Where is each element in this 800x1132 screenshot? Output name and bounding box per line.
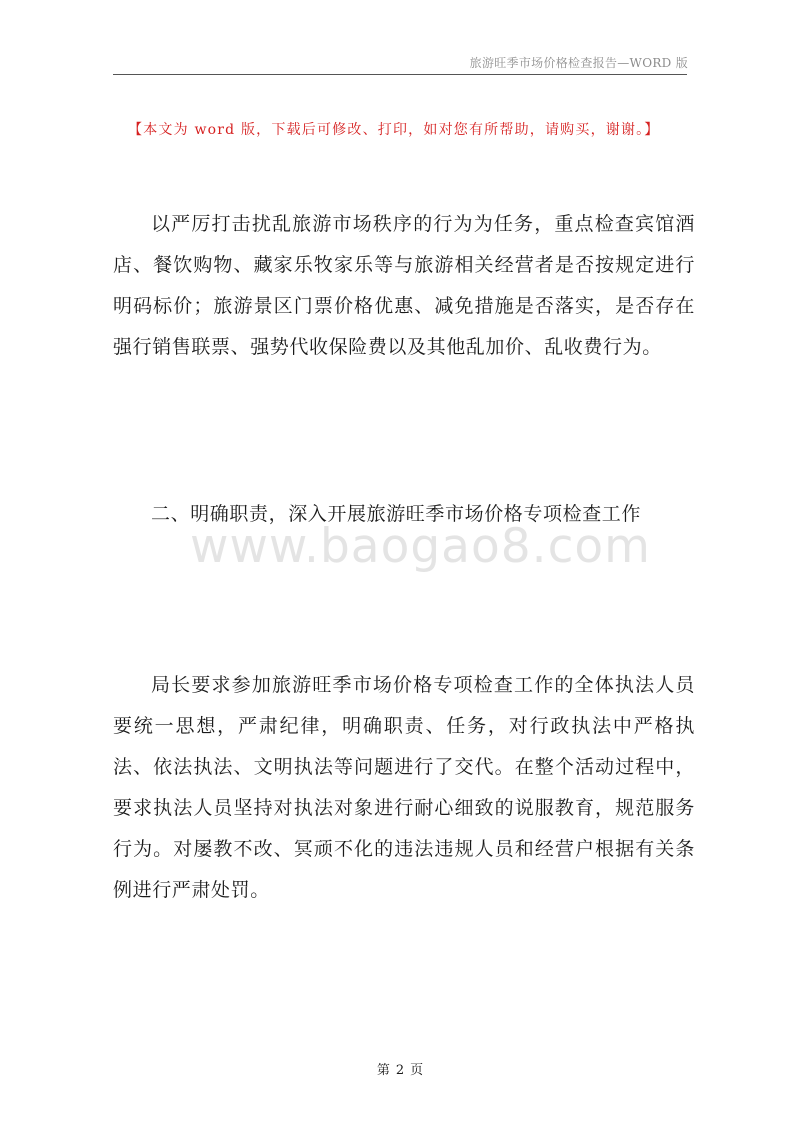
body-paragraph-1: 以严厉打击扰乱旅游市场秩序的行为为任务，重点检查宾馆酒店、餐饮购物、藏家乐牧家乐等与旅游相关经营者是否按规定进行明码标价；旅游景区门票价格优惠、减免措施是否落实，是否存在强行销售联票、强势代收保险费以及其他乱加价、乱收费行为。 [113, 213, 695, 358]
page-number: 2 [395, 1063, 405, 1078]
section-heading: 二、明确职责，深入开展旅游旺季市场价格专项检查工作 [151, 503, 642, 525]
purchase-notice: 【本文为 word 版，下载后可修改、打印，如对您有所帮助，请购买，谢谢。】 [128, 122, 660, 138]
page-footer [0, 1059, 800, 1078]
footer-suffix: 页 [410, 1063, 424, 1078]
footer-prefix: 第 [376, 1063, 390, 1078]
header-title: 旅游旺季市场价格检查报告—WORD 版 [469, 56, 688, 70]
watermark: www.baogao8.com [190, 519, 651, 574]
body-paragraph-2: 局长要求参加旅游旺季市场价格专项检查工作的全体执法人员要统一思想，严肃纪律，明确职责、任务，对行政执法中严格执法、依法执法、文明执法等问题进行了交代。在整个活动过程中，要求执法人员坚持对执法对象进行耐心细致的说服教育，规范服务行为。对屡教不改、冥顽不化的违法违规人员和经营户根据有关条例进行严肃处罚。 [113, 674, 695, 901]
header-divider [113, 74, 687, 75]
